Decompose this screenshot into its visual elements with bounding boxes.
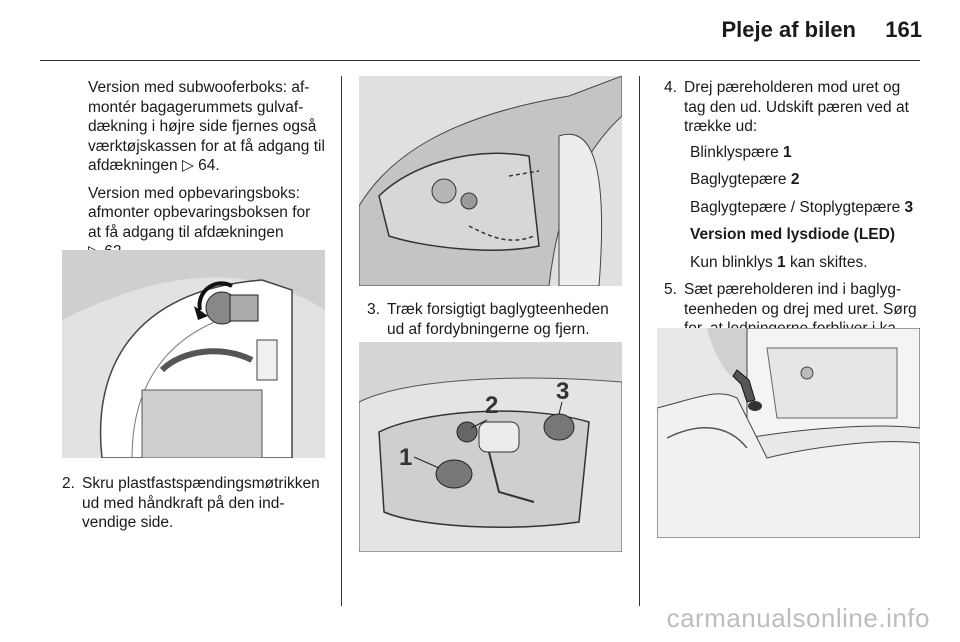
page-title: Pleje af bilen [721, 17, 856, 42]
led-text: Kun blinklys 1 kan skiftes. [690, 253, 868, 271]
header-rule [40, 60, 920, 61]
illustration-tail-light-housing [359, 76, 622, 286]
illustration-plastic-nut [62, 250, 325, 458]
callout-3: 3 [556, 378, 570, 405]
figure-car-rear [657, 328, 920, 538]
bulb-3: Baglygtepære / Stoplygtepære 3 [690, 198, 914, 216]
paragraph-storage-box: Version med opbevaringsboks: afmonter opbevaringsboksen for at få adgang til afdækningen [62, 184, 327, 262]
watermark: carmanualsonline.info [666, 603, 930, 633]
illustration-car-rear [657, 328, 920, 538]
step-2: 2. Skru plastfastspændingsmøtrikken ud med håndkraft på den indvendige side. [62, 475, 320, 531]
page-number: 161 [885, 17, 922, 42]
column-1 [62, 78, 327, 270]
column-divider-1 [341, 76, 342, 606]
paragraph-subwoofer: Version med subwooferboks: afmontér bagagerummets gulvafdækning i højre side fjernes også værktøjskassen for at få adgang til afdækningen ▷ 64. [88, 79, 325, 174]
column-2-step-3 [367, 300, 623, 345]
page-reference: 64. [198, 157, 220, 174]
figure-plastic-nut [62, 250, 325, 458]
step-4: 4. Drej pæreholderen mod uret og tag den ud. Udskift pæren ved at trække ud: [664, 79, 909, 135]
bulb-2: Baglygtepære 2 [690, 171, 800, 188]
step-5: 5. Sæt pæreholderen ind i baglygteenheden og drej med uret. Sørg [664, 281, 917, 318]
figure-bulb-holders [359, 342, 622, 552]
callout-2: 2 [485, 392, 499, 419]
figure-tail-light-housing [359, 76, 622, 286]
column-divider-2 [639, 76, 640, 606]
page-reference-arrow-icon: ▷ [181, 157, 194, 174]
page-header [0, 0, 960, 60]
column-1-step-2 [62, 474, 327, 539]
column-3 [664, 78, 926, 364]
led-heading: Version med lysdiode (LED) [690, 226, 895, 243]
bulb-1: Blinklyspære 1 [690, 143, 792, 161]
step-3: 3. Træk forsigtigt baglygteenheden ud af fordybningerne og fjern. [367, 301, 609, 338]
callout-1: 1 [399, 444, 413, 471]
